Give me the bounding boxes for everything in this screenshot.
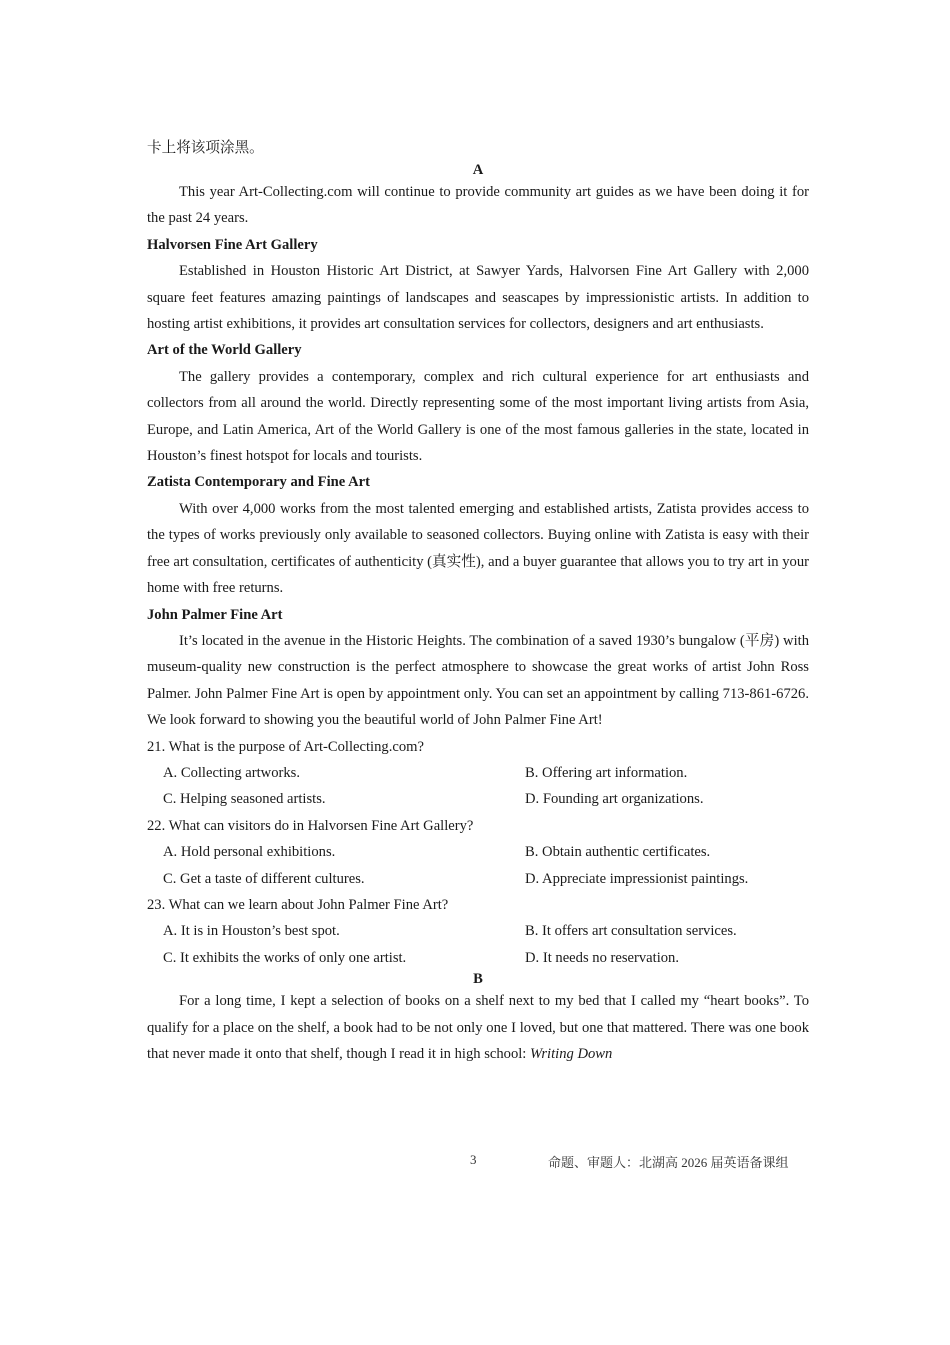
book-title: Writing Down [530,1046,613,1062]
answer-options [147,760,809,813]
section-b-text: For a long time, I kept a selection of books on a shelf next to my bed that I called my “heart books”. To qualify for a place on the shelf, a book had to be not only one I loved, but one that mattered. There was one book that never made it onto that shelf, though I read it in high school: [147,993,809,1062]
section-a-intro: This year Art-Collecting.com will continue to provide community art guides as we have been doing it for the past 24 years. [147,184,809,227]
footer-credit: 命题、审题人：北湖高 2026 届英语备课组 [548,1155,789,1170]
option-c[interactable]: C. It exhibits the works of only one artist. [163,949,407,966]
question-23 [147,892,809,971]
gallery-paragraph: Established in Houston Historic Art District, at Sawyer Yards, Halvorsen Fine Art Gallery with 2,000 square feet features amazing paintings of landscapes and seascapes by impressionistic artists. In addition to hosting artist exhibitions, it provides art consultation services for collectors, designers and art enthusiasts. [147,263,809,333]
gallery-paragraph: It’s located in the avenue in the Historic Heights. The combination of a saved 1930’s bungalow (平房) with museum-quality new construction is the perfect atmosphere to showcase the great works of artist John Ross Palmer. John Palmer Fine Art is open by appointment only. You can set an appointment by calling 713-861-6726. We look forward to showing you the beautiful world of John Palmer Fine Art! [147,632,809,729]
option-b[interactable]: B. Offering art information. [525,764,688,781]
option-c[interactable]: C. Get a taste of different cultures. [163,870,365,887]
gallery-heading: Halvorsen Fine Art Gallery [147,236,318,253]
section-b-label: B [473,971,483,988]
question-21 [147,734,809,813]
option-d[interactable]: D. Appreciate impressionist paintings. [525,870,749,887]
option-d[interactable]: D. Founding art organizations. [525,791,704,808]
question-22 [147,813,809,892]
option-a[interactable]: A. It is in Houston’s best spot. [163,923,340,940]
gallery-heading: Art of the World Gallery [147,342,302,359]
option-b[interactable]: B. Obtain authentic certificates. [525,844,711,861]
top-fragment [147,135,809,161]
section-a [147,162,809,1067]
gallery-heading: Zatista Contemporary and Fine Art [147,474,370,491]
question-stem: 22. What can visitors do in Halvorsen Fine Art Gallery? [147,817,474,834]
option-c[interactable]: C. Helping seasoned artists. [163,791,326,808]
section-a-label: A [472,162,484,178]
option-b[interactable]: B. It offers art consultation services. [525,923,737,940]
option-d[interactable]: D. It needs no reservation. [525,949,679,966]
gallery-heading: John Palmer Fine Art [147,606,283,623]
option-a[interactable]: A. Collecting artworks. [163,764,300,781]
gallery-paragraph: The gallery provides a contemporary, complex and rich cultural experience for art enthusiasts and collectors from all around the world. Directly representing some of the most important living artists from Asia, Europe, and Latin America, Art of the World Gallery is one of the most famous galleries in the state, located in Houston’s finest hotspot for locals and tourists. [147,368,809,465]
question-stem: 21. What is the purpose of Art-Collecting.com? [147,738,424,755]
page-number: 3 [470,1152,477,1167]
answer-options [147,918,809,971]
section-b-paragraph [147,988,809,1067]
answer-options [147,839,809,892]
option-a[interactable]: A. Hold personal exhibitions. [163,844,336,861]
question-stem: 23. What can we learn about John Palmer Fine Art? [147,896,449,913]
gallery-paragraph: With over 4,000 works from the most talented emerging and established artists, Zatista provides access to the types of works previously only available to seasoned collectors. Buying online with Zatista is easy with their free art consultation, certificates of authenticity (真实性), and a buyer guarantee that allows you to try art in your home with free returns. [147,500,809,597]
top-fragment-text: 卡上将该项涂黑。 [147,140,264,156]
